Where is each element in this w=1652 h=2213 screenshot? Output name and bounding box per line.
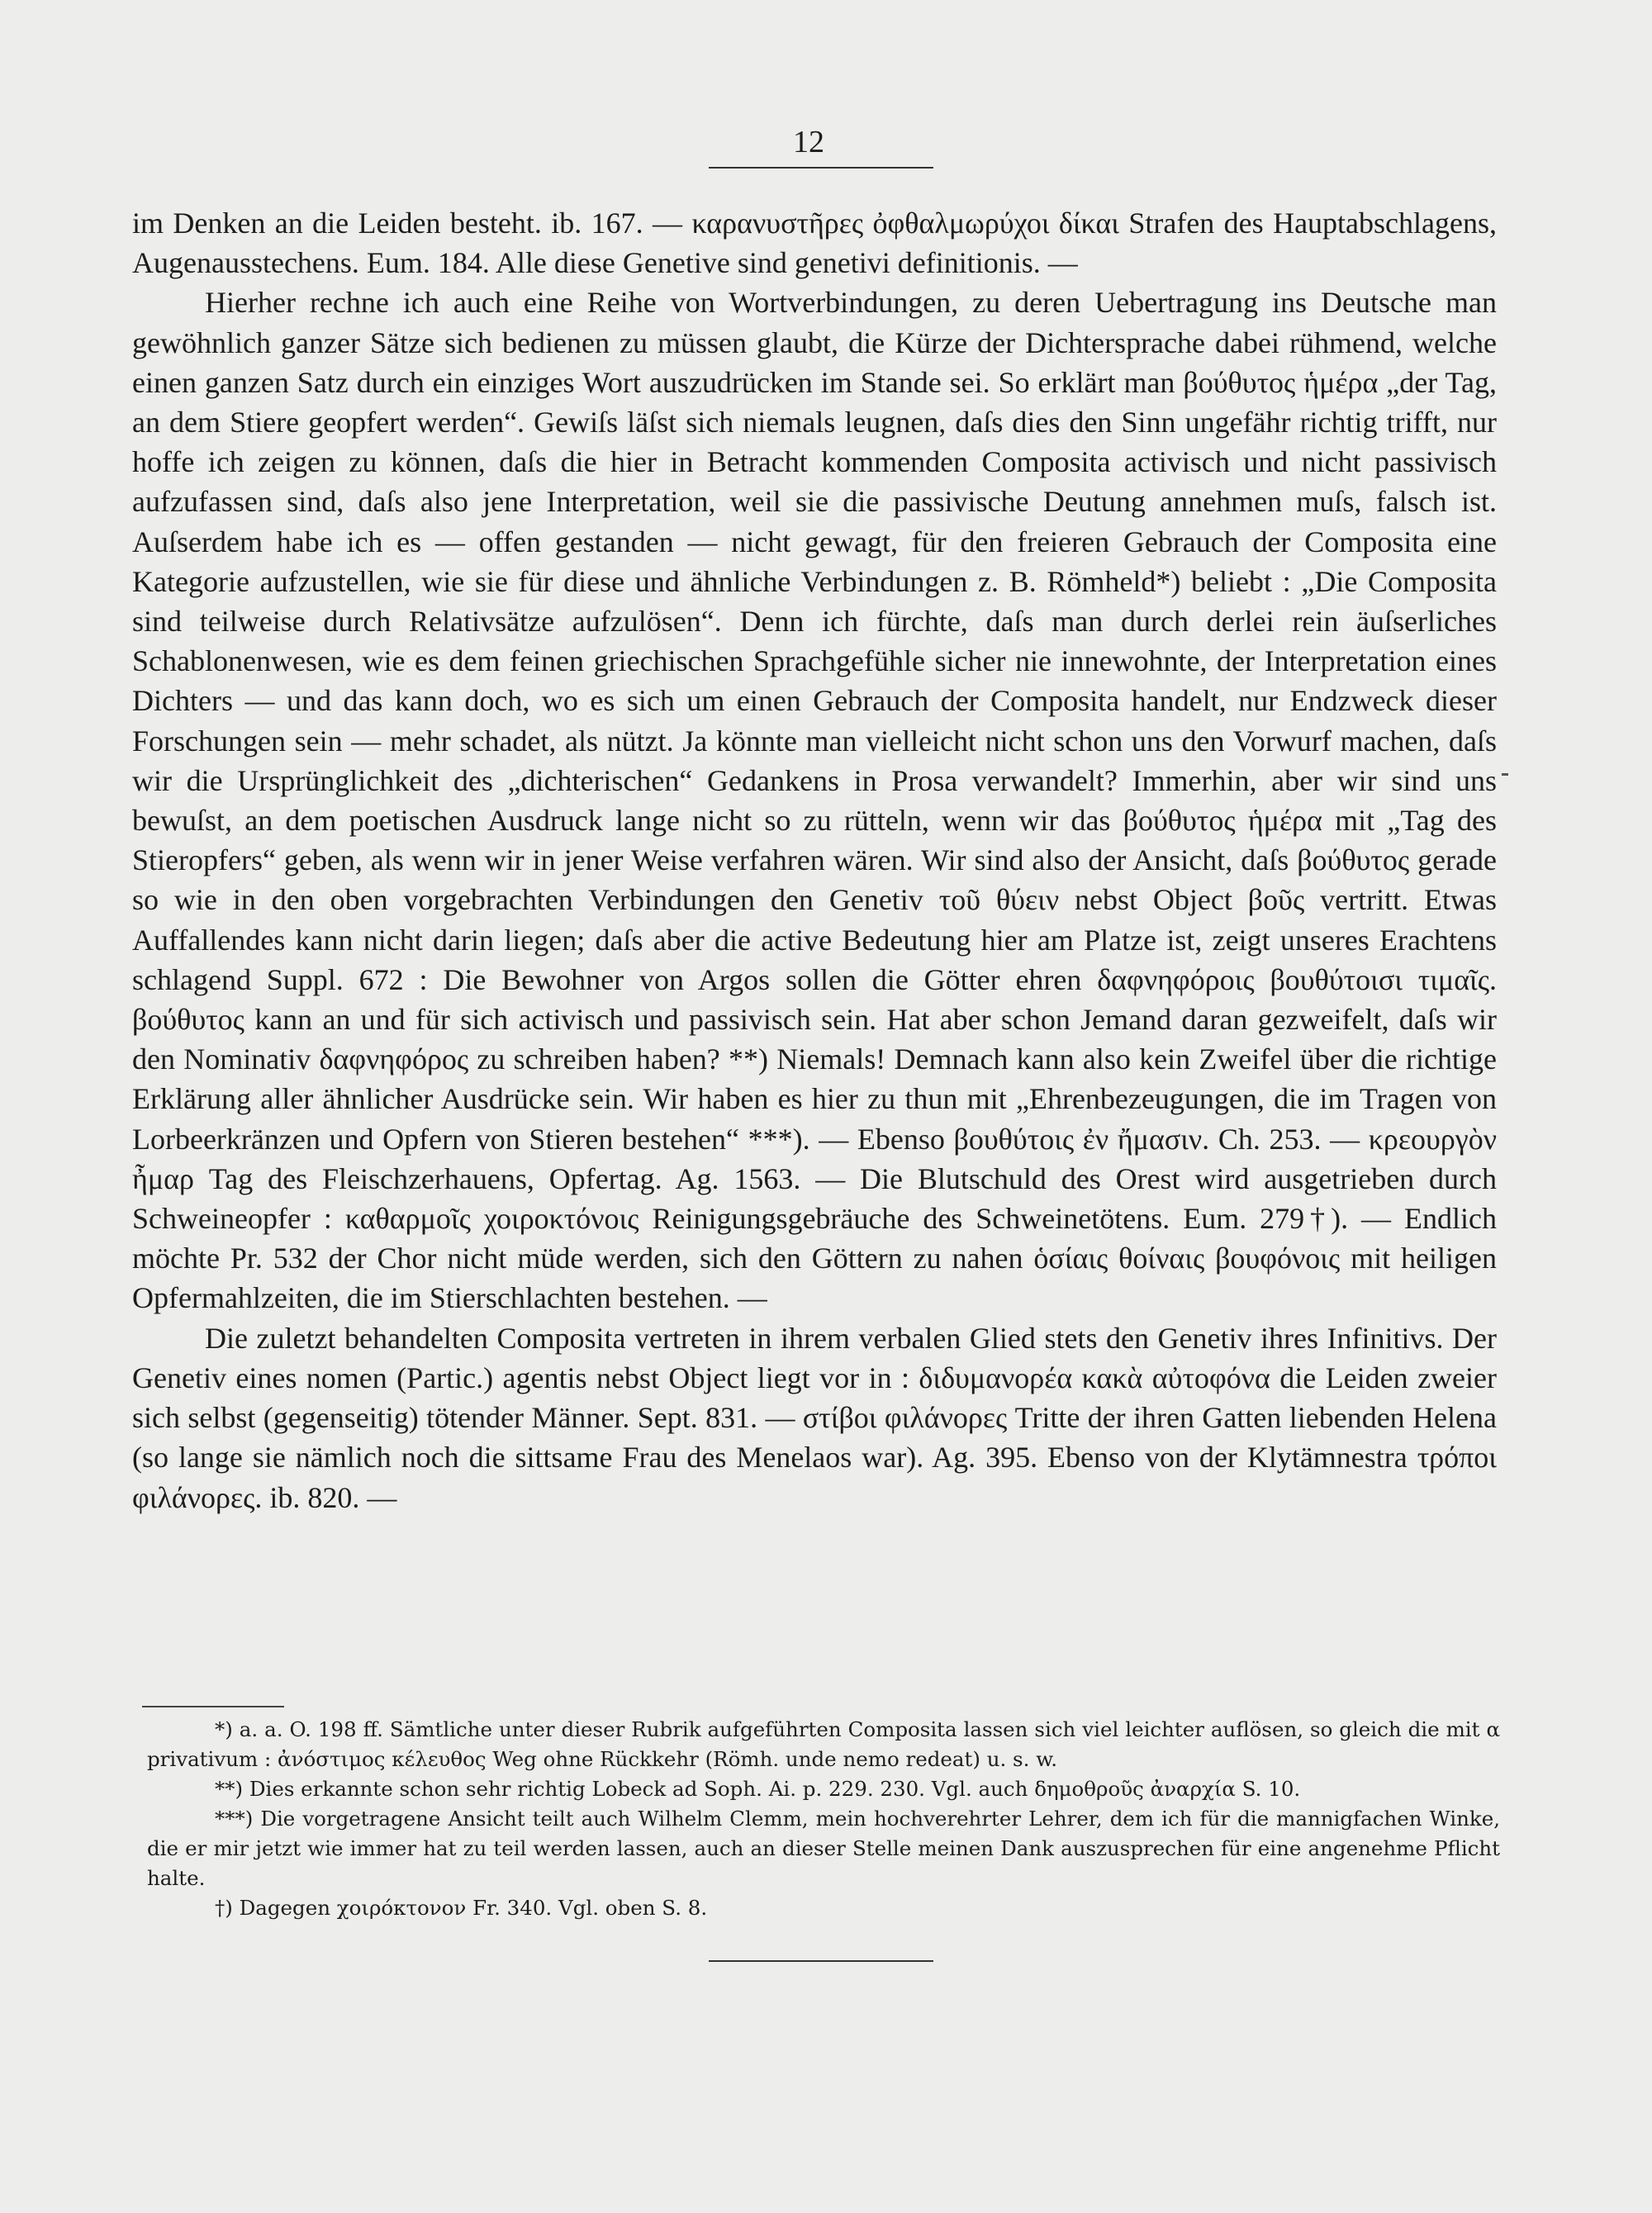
footnote-4: †) Dagegen χοιρόκτονον Fr. 340. Vgl. oben S. 8. — [215, 1896, 708, 1920]
footnotes — [147, 1715, 1500, 1923]
body-text — [132, 203, 1497, 1517]
header-rule — [709, 167, 933, 169]
footnote-rule — [142, 1706, 284, 1707]
page-number: 12 — [793, 125, 824, 159]
footnote-3: ***) Die vorgetragene Ansicht teilt auch Wilhelm Clemm, mein hochverehrter Lehrer, dem ich für die mannigfachen Winke, die er mir jetzt wie immer hat zu teil werden lassen, auch an dieser Stelle meinen Dank auszusprechen für eine angenehme Pflicht halte. — [147, 1807, 1500, 1890]
paragraph-continuation: im Denken an die Leiden besteht. ib. 167. — καρανυστῆρες ὀφθαλμωρύχοι δίκαι Strafen des Hauptabschlagens, Augenausstechens. Eum. 184. Alle diese Genetive sind genetivi definitionis. — — [132, 207, 1497, 280]
end-rule — [709, 1960, 933, 1962]
paragraph-hierher: Hierher rechne ich auch eine Reihe von Wortverbindungen, zu deren Uebertragung ins Deutsche man gewöhnlich ganzer Sätze sich bedienen zu müssen glaubt, die Kürze der Dichtersprache dabei rühmend, welche einen ganzen Satz durch ein einziges Wort auszudrücken im Stande sei. So erklärt man βούθυτος ἡμέρα „der Tag, an dem Stiere geopfert werden“. Gewiſs läſst sich niemals leugnen, daſs dies den Sinn ungefähr richtig trifft, nur hoffe ich zeigen zu können, daſs die hier in Betracht kommenden Composita activisch und nicht passivisch aufzufassen sind, daſs also jene Interpretation, weil sie die passivische Deutung annehmen muſs, falsch ist. Auſserdem habe ich es — offen gestanden — nicht gewagt, für den freieren Gebrauch der Composita eine Kategorie aufzustellen, wie sie für diese und ähnliche Verbindungen z. B. Römheld*) beliebt : „Die Composita sind teilweise durch Relativsätze aufzulösen“. Denn ich fürchte, daſs man durch derlei rein äuſserliches Schablonenwesen, wie es dem feinen griechischen Sprachgefühle sicher nie innewohnte, der Interpretation eines Dichters — und das kann doch, wo es sich um einen Gebrauch der Composita handelt, nur Endzweck dieser Forschungen sein — mehr schadet, als nützt. Ja könnte man vielleicht nicht schon uns den Vorwurf machen, daſs wir die Ursprünglichkeit des „dichterischen“ Gedankens in Prosa verwandelt? Immerhin, aber wir sind uns bewuſst, an dem poetischen Ausdruck lange nicht so zu rütteln, wenn wir das βούθυτος ἡμέρα mit „Tag des Stieropfers“ geben, als wenn wir in jener Weise verfahren wären. Wir sind also der Ansicht, daſs βούθυτος gerade so wie in den oben vorgebrachten Verbindungen den Genetiv τοῦ θύειν nebst Object βοῦς vertritt. Etwas Auffallendes kann nicht darin liegen; daſs aber die active Bedeutung hier am Platze ist, zeigt unseres Erachtens schlagend Suppl. 672 : Die Bewohner von Argos sollen die Götter ehren δαφνηφόροις βουθύτοισι τιμαῖς. βούθυτος kann an und für sich activisch und passivisch sein. Hat aber schon Jemand daran gezweifelt, daſs wir den Nominativ δαφνηφόρος zu schreiben haben? **) Niemals! Demnach kann also kein Zweifel über die richtige Erklärung aller ähnlicher Ausdrücke sein. Wir haben es hier zu thun mit „Ehrenbezeugungen, die im Tragen von Lorbeerkränzen und Opfern von Stieren bestehen“ ***). — Ebenso βουθύτοις ἐν ἤμασιν. Ch. 253. — κρεουργὸν ἦμαρ Tag des Fleischzerhauens, Opfertag. Ag. 1563. — Die Blutschuld des Orest wird ausgetrieben durch Schweineopfer : καθαρμοῖς χοιροκτόνοις Reinigungsgebräuche des Schweinetötens. Eum. 279†). — Endlich möchte Pr. 532 der Chor nicht müde werden, sich den Göttern zu nahen ὁσίαις θοίναις βουφόνοις mit heiligen Opfermahlzeiten, die im Stierschlachten bestehen. — — [132, 286, 1497, 1315]
footnote-2: **) Dies erkannte schon sehr richtig Lobeck ad Soph. Ai. p. 229. 230. Vgl. auch δημοθροῦς ἀναρχία S. 10. — [215, 1777, 1301, 1801]
paragraph-composita: Die zuletzt behandelten Composita vertreten in ihrem verbalen Glied stets den Genetiv ihres Infinitivs. Der Genetiv eines nomen (Partic.) agentis nebst Object liegt vor in : διδυμανορέα κακὰ αὐτοφόνα die Leiden zweier sich selbst (gegenseitig) tötender Männer. Sept. 831. — στίβοι φιλάνορες Tritte der ihren Gatten liebenden Helena (so lange sie nämlich noch die sittsame Frau des Menelaos war). Ag. 395. Ebenso von der Klytämnestra τρόποι φιλάνορες. ib. 820. — — [132, 1321, 1497, 1514]
footnote-1: *) a. a. O. 198 ff. Sämtliche unter dieser Rubrik aufgeführten Composita lassen sich viel leichter auflösen, so gleich die mit α privativum : ἀνόστιμος κέλευθος Weg ohne Rückkehr (Römh. unde nemo redeat) u. s. w. — [147, 1717, 1500, 1771]
margin-mark — [1502, 773, 1508, 776]
